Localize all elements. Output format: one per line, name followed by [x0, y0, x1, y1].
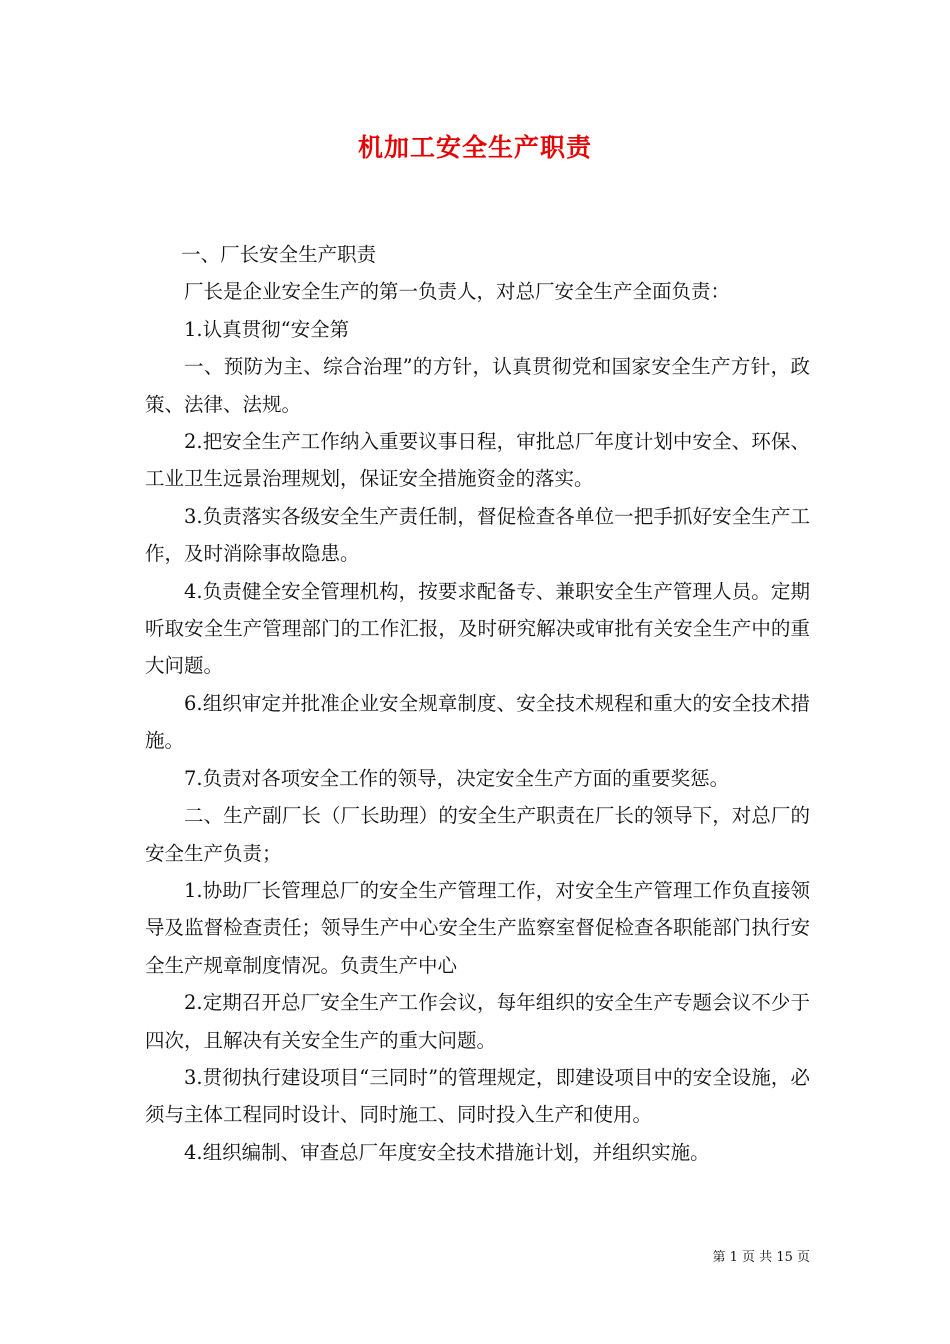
- paragraph: 厂长是企业安全生产的第一负责人，对总厂安全生产全面负责：: [184, 280, 731, 304]
- section-heading-1: 一、厂长安全生产职责: [181, 243, 377, 266]
- paragraph: 一、预防为主、综合治理”的方针，认真贯彻党和国家安全生产方针，政策、法律、法规。: [145, 355, 810, 416]
- paragraph: 1.协助厂长管理总厂的安全生产管理工作，对安全生产管理工作负直接领导及监督检查责任；领导生产中心安全生产监察室督促检查各职能部门执行安全生产规章制度情况。负责生产中心: [145, 878, 810, 977]
- paragraph: 6.组织审定并批准企业安全规章制度、安全技术规程和重大的安全技术措施。: [145, 691, 810, 753]
- paragraph: 3.负责落实各级安全生产责任制，督促检查各单位一把手抓好安全生产工作，及时消除事故隐患。: [145, 504, 810, 566]
- paragraph: 2.定期召开总厂安全生产工作会议，每年组织的安全生产专题会议不少于四次，且解决有关安全生产的重大问题。: [145, 991, 810, 1052]
- document-body: [145, 236, 810, 1171]
- document-title: 机加工安全生产职责: [357, 133, 592, 162]
- paragraph: 3.贯彻执行建设项目“三同时”的管理规定，即建设项目中的安全设施，必须与主体工程同时设计、同时施工、同时投入生产和使用。: [145, 1065, 810, 1127]
- paragraph: 4.组织编制、审查总厂年度安全技术措施计划，并组织实施。: [184, 1140, 710, 1164]
- page-number-footer: 第 1 页 共 15 页: [712, 1250, 810, 1265]
- section-heading-2: 二、生产副厂长（厂长助理）的安全生产职责在厂长的领导下，对总厂的安全生产负责；: [145, 804, 810, 865]
- paragraph: 7.负责对各项安全工作的领导，决定安全生产方面的重要奖惩。: [184, 766, 730, 790]
- paragraph: 2.把安全生产工作纳入重要议事日程，审批总厂年度计划中安全、环保、工业卫生远景治理规划，保证安全措施资金的落实。: [145, 430, 810, 491]
- paragraph: 1.认真贯彻“安全第: [184, 317, 350, 341]
- paragraph: 4.负责健全安全管理机构，按要求配备专、兼职安全生产管理人员。定期听取安全生产管理部门的工作汇报，及时研究解决或审批有关安全生产中的重大问题。: [145, 579, 810, 678]
